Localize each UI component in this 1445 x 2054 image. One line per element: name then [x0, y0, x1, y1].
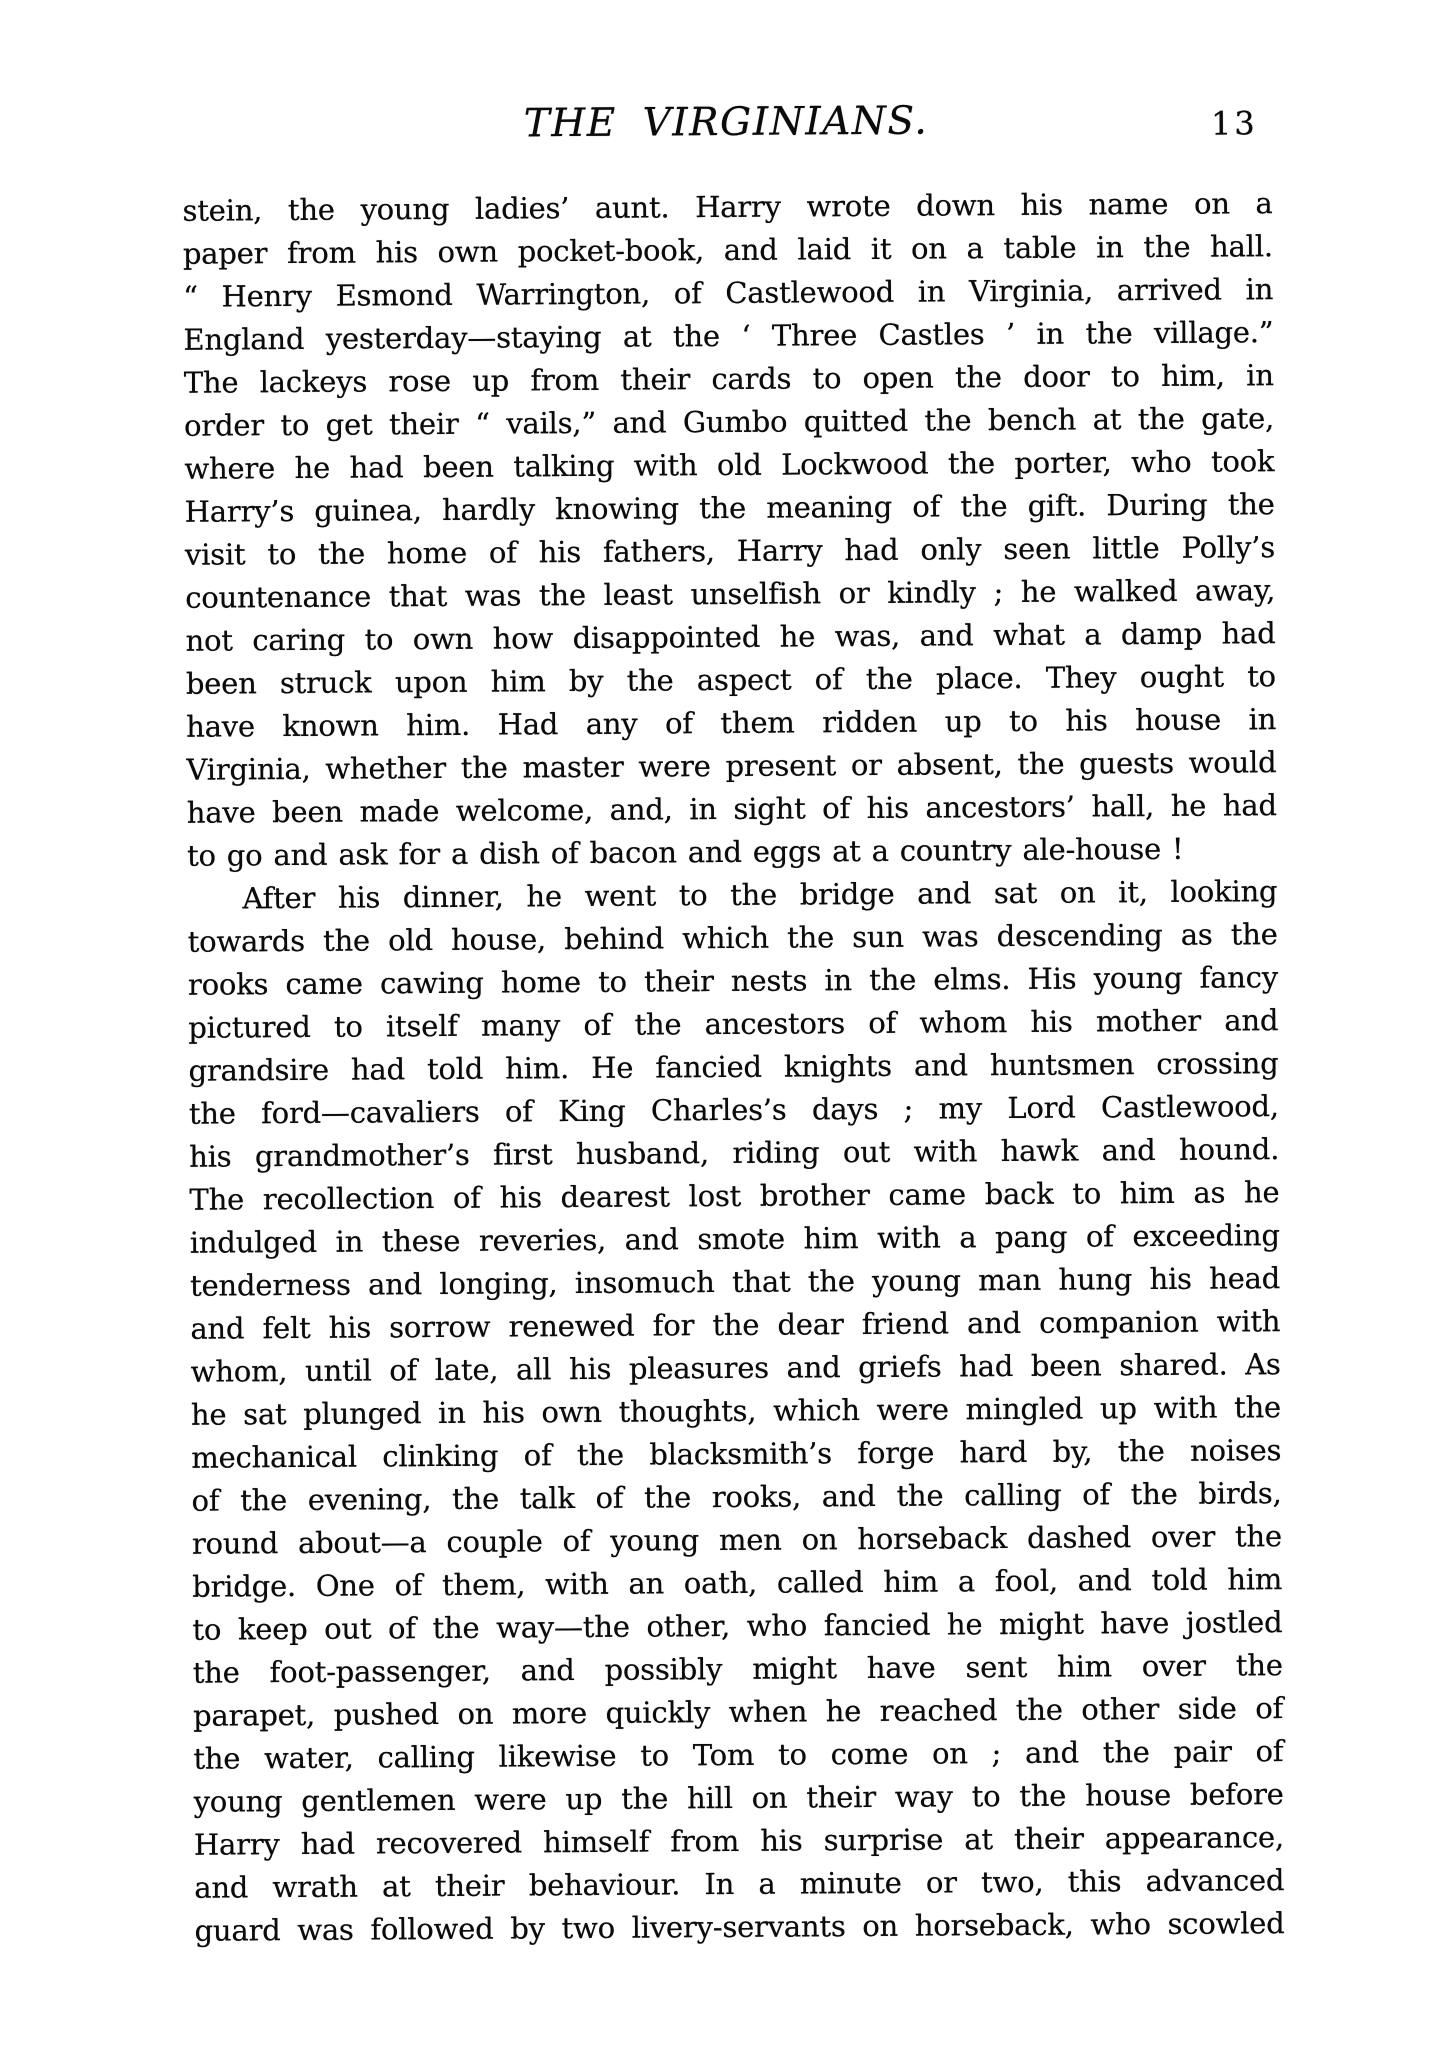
text-line: visit to the home of his fathers, Harry had only seen little Polly’s: [184, 530, 1276, 572]
text-line: indulged in these reveries, and smote him with a pang of exceeding: [189, 1218, 1280, 1260]
text-line: “ Henry Esmond Warrington, of Castlewood in Virginia, arrived in: [183, 272, 1274, 314]
text-line: Virginia, whether the master were present or absent, the guests would: [186, 745, 1277, 787]
text-line: order to get their “ vails,” and Gumbo quitted the bench at the gate,: [183, 401, 1275, 443]
text-line: to go and ask for a dish of bacon and eggs at a country ale-house !: [186, 831, 1184, 873]
text-line: towards the old house, behind which the sun was descending as the: [187, 917, 1278, 959]
text-line: pictured to itself many of the ancestors of whom his mother and: [188, 1003, 1279, 1045]
text-line: After his dinner, he went to the bridge and sat on it, looking: [242, 874, 1278, 916]
text-line: whom, until of late, all his pleasures and griefs had been shared. As: [190, 1347, 1281, 1389]
text-line: stein, the young ladies’ aunt. Harry wrote down his name on a: [182, 186, 1273, 228]
text-line: his grandmother’s first husband, riding out with hawk and hound.: [189, 1132, 1280, 1174]
paragraph: [187, 870, 1284, 1953]
text-line: England yesterday—staying at the ‘ Three Castles ’ in the village.”: [183, 315, 1274, 357]
text-line: Harry had recovered himself from his surprise at their appearance,: [193, 1820, 1285, 1862]
text-line: bridge. One of them, with an oath, called him a fool, and told him: [192, 1562, 1283, 1604]
text-line: the foot-passenger, and possibly might have sent him over the: [192, 1648, 1283, 1690]
text-line: rooks came cawing home to their nests in the elms. His young fancy: [187, 960, 1279, 1002]
text-line: guard was followed by two livery-servants on horseback, who scowled: [194, 1906, 1285, 1948]
text-line: grandsire had told him. He fancied knights and huntsmen crossing: [188, 1046, 1279, 1088]
text-line: where he had been talking with old Lockwood the porter, who took: [184, 444, 1275, 486]
running-title: THE VIRGINIANS.: [523, 98, 929, 147]
text-line: of the evening, the talk of the rooks, and the calling of the birds,: [191, 1476, 1282, 1518]
text-line: parapet, pushed on more quickly when he reached the other side of: [192, 1691, 1284, 1733]
text-line: mechanical clinking of the blacksmith’s forge hard by, the noises: [191, 1433, 1282, 1475]
text-line: the water, calling likewise to Tom to come on ; and the pair of: [193, 1734, 1284, 1776]
text-line: he sat plunged in his own thoughts, which were mingled up with the: [190, 1390, 1282, 1432]
text-line: The recollection of his dearest lost brother came back to him as he: [189, 1175, 1280, 1217]
text-line: The lackeys rose up from their cards to open the door to him, in: [183, 358, 1274, 400]
text-line: not caring to own how disappointed he was, and what a damp had: [185, 616, 1276, 658]
page-body: [182, 182, 1284, 1953]
text-line: paper from his own pocket-book, and laid it on a table in the hall.: [182, 229, 1273, 271]
text-line: and wrath at their behaviour. In a minute or two, this advanced: [194, 1863, 1285, 1905]
text-line: have been made welcome, and, in sight of his ancestors’ hall, he had: [186, 788, 1277, 830]
text-line: have known him. Had any of them ridden up to his house in: [186, 702, 1277, 744]
paragraph: [182, 182, 1277, 878]
text-line: tenderness and longing, insomuch that the young man hung his head: [189, 1261, 1281, 1303]
text-line: Harry’s guinea, hardly knowing the meaning of the gift. During the: [184, 487, 1275, 529]
text-line: young gentlemen were up the hill on their way to the house before: [193, 1777, 1284, 1819]
text-line: the ford—cavaliers of King Charles’s days ; my Lord Castlewood,: [188, 1089, 1279, 1131]
text-line: and felt his sorrow renewed for the dear friend and companion with: [190, 1304, 1281, 1346]
text-line: to keep out of the way—the other, who fancied he might have jostled: [192, 1605, 1283, 1647]
text-line: round about—a couple of young men on horseback dashed over the: [191, 1519, 1282, 1561]
page-number: 13: [1210, 104, 1258, 143]
text-line: countenance that was the least unselfish or kindly ; he walked away,: [185, 573, 1276, 615]
text-line: been struck upon him by the aspect of the place. They ought to: [185, 659, 1276, 701]
